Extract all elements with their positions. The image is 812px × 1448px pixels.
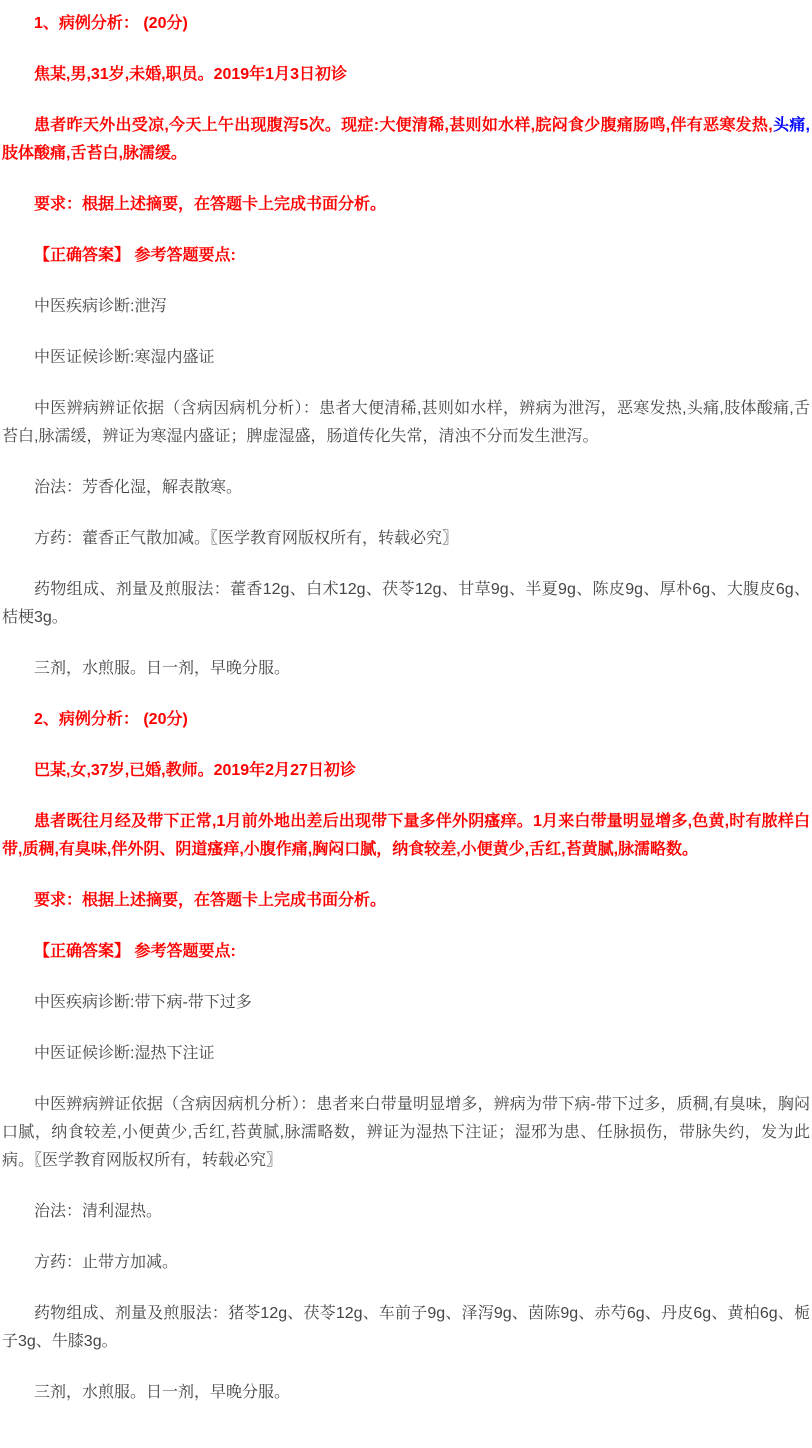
- case2-disease-diagnosis: 中医疾病诊断:带下病-带下过多: [34, 994, 252, 1011]
- case2-patient-info: 巴某,女,37岁,已婚,教师。2019年2月27日初诊: [34, 762, 356, 779]
- case2-administration: 三剂，水煎服。日一剂，早晚分服。: [34, 1384, 291, 1401]
- case1-drug-composition: 药物组成、剂量及煎服法：藿香12g、白术12g、茯苓12g、甘草9g、半夏9g、陈皮9g、厚朴6g、大腹皮6g、桔梗3g。: [2, 581, 810, 626]
- case1-administration: 三剂，水煎服。日一剂，早晚分服。: [34, 660, 291, 677]
- case2-differentiation-basis: 中医辨病辨证依据（含病因病机分析）：患者来白带量明显增多，辨病为带下病-带下过多，质稠,有臭味，胸闷口腻，纳食较差,小便黄少,舌红,苔黄腻,脉濡略数，辨证为湿热下注证；湿邪为患、任脉损伤，带脉失约，发为此病。〖医学教育网版权所有，转载必究〗: [2, 1096, 810, 1169]
- case1-treatment-method: 治法：芳香化湿，解表散寒。: [34, 479, 243, 496]
- case1-presentation: [2, 112, 810, 168]
- case2-heading: 2、病例分析： (20分): [34, 711, 188, 728]
- case2-syndrome-diagnosis: 中医证候诊断:湿热下注证: [34, 1045, 215, 1062]
- case2-treatment-method: 治法：清利湿热。: [34, 1203, 163, 1220]
- case2-requirement: 要求：根据上述摘要，在答题卡上完成书面分析。: [34, 892, 387, 909]
- case1-presentation-text: 患者昨天外出受凉,今天上午出现腹泻5次。现症:大便清稀,甚则如水样,脘闷食少腹痛肠鸣,伴有恶寒发热,: [34, 117, 773, 134]
- case2-correct-answer-label: 【正确答案】 参考答题要点:: [34, 943, 236, 960]
- case2-prescription: 方药：止带方加减。: [34, 1254, 179, 1271]
- case1-section: [2, 10, 810, 683]
- case2-presentation: 患者既往月经及带下正常,1月前外地出差后出现带下量多伴外阴瘙痒。1月来白带量明显增多,色黄,时有脓样白带,质稠,有臭味,伴外阴、阴道瘙痒,小腹作痛,胸闷口腻，纳食较差,小便黄少,舌红,苔黄腻,脉濡略数。: [2, 813, 810, 858]
- case1-syndrome-diagnosis: 中医证候诊断:寒湿内盛证: [34, 349, 215, 366]
- case1-differentiation-basis: 中医辨病辨证依据（含病因病机分析）：患者大便清稀,甚则如水样，辨病为泄泻，恶寒发热,头痛,肢体酸痛,舌苔白,脉濡缓，辨证为寒湿内盛证；脾虚湿盛，肠道传化失常，清浊不分而发生泄泻。: [2, 400, 810, 445]
- case1-patient-info: 焦某,男,31岁,未婚,职员。2019年1月3日初诊: [34, 66, 347, 83]
- case2-drug-composition: 药物组成、剂量及煎服法：猪苓12g、茯苓12g、车前子9g、泽泻9g、茵陈9g、赤芍6g、丹皮6g、黄柏6g、栀子3g、牛膝3g。: [2, 1305, 810, 1350]
- case2-section: [2, 706, 810, 1407]
- case1-presentation-text-cont: 肢体酸痛,舌苔白,脉濡缓。: [2, 145, 187, 162]
- case1-disease-diagnosis: 中医疾病诊断:泄泻: [34, 298, 167, 315]
- case1-correct-answer-label: 【正确答案】 参考答题要点:: [34, 247, 236, 264]
- case1-requirement: 要求：根据上述摘要，在答题卡上完成书面分析。: [34, 196, 387, 213]
- case1-presentation-highlight: 头痛,: [772, 117, 810, 134]
- case1-prescription: 方药：藿香正气散加减。〖医学教育网版权所有，转载必究〗: [34, 530, 459, 547]
- case1-heading: 1、病例分析： (20分): [34, 15, 188, 32]
